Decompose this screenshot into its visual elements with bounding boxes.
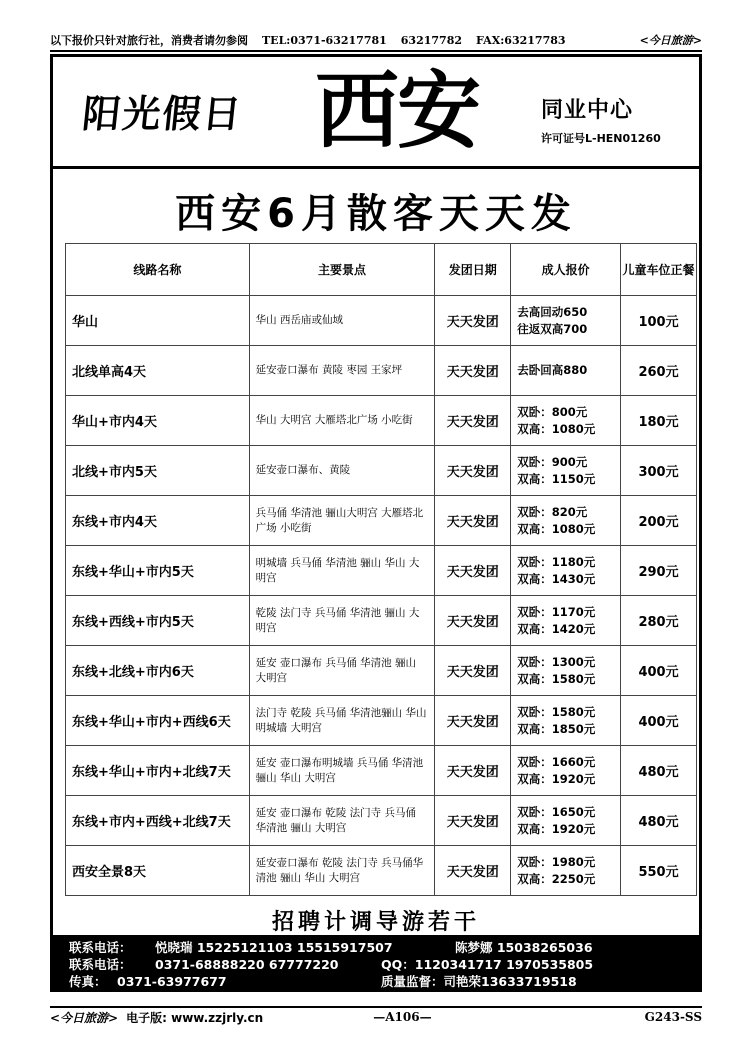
header [53,57,699,169]
route-spots: 兵马俑 华清池 骊山大明宫 大雁塔北广场 小吃街 [249,496,435,546]
route-spots: 延安壶口瀑布 黄陵 枣园 王家坪 [249,346,435,396]
price-line-1: 双卧：1170元 [517,604,596,619]
child-price: 180元 [621,396,697,446]
child-price: 480元 [621,746,697,796]
departure: 天天发团 [435,746,511,796]
table-row [66,796,697,846]
route-spots: 延安壶口瀑布 乾陵 法门寺 兵马俑华清池 骊山 华山 大明宫 [249,846,435,896]
price-line-2: 双高：1920元 [517,771,596,786]
adult-price [511,646,621,696]
top-bar [50,30,702,52]
child-price: 300元 [621,446,697,496]
route-spots: 华山 西岳庙或仙域 [249,296,435,346]
route-name: 东线+华山+市内5天 [66,546,250,596]
footer-site: 电子版: www.zzjrly.cn [126,1010,264,1025]
adult-price [511,496,621,546]
issue-code: G243-SS [644,1010,702,1024]
top-brand: <今日旅游> [639,34,702,47]
departure: 天天发团 [435,696,511,746]
contact-label: 联系电话： [69,940,132,955]
table-row [66,396,697,446]
table-row [66,496,697,546]
adult-price [511,446,621,496]
agency-notice: 以下报价只针对旅行社，消费者请勿参阅 [50,34,248,47]
route-spots: 延安壶口瀑布、黄陵 [249,446,435,496]
price-line-1: 双卧：1660元 [517,754,596,769]
adult-price [511,596,621,646]
table-row [66,646,697,696]
departure: 天天发团 [435,596,511,646]
price-line-1: 双卧：820元 [517,504,588,519]
departure: 天天发团 [435,346,511,396]
adult-price [511,846,621,896]
price-line-2: 双高：1080元 [517,421,596,436]
price-line-2: 双高：1430元 [517,571,596,586]
price-line-2: 双高：1580元 [517,671,596,686]
route-spots: 延安 壶口瀑布 乾陵 法门寺 兵马俑 华清池 骊山 大明宫 [249,796,435,846]
adult-price [511,396,621,446]
contact-landlines: 0371-68888220 67777220 [155,957,339,972]
table-row [66,746,697,796]
route-spots: 延安 壶口瀑布明城墙 兵马俑 华清池 骊山 华山 大明宫 [249,746,435,796]
adult-price [511,696,621,746]
price-line-2: 双高：1420元 [517,621,596,636]
adult-price [511,546,621,596]
route-name: 东线+市内4天 [66,496,250,546]
price-line-1: 双卧：1180元 [517,554,596,569]
contact-label: 联系电话： [69,957,132,972]
route-spots: 华山 大明宫 大雁塔北广场 小吃街 [249,396,435,446]
main-title: 西安6月散客天天发 [175,191,577,237]
child-price: 260元 [621,346,697,396]
contact-box [53,935,699,992]
route-name: 北线+市内5天 [66,446,250,496]
center-title: 同业中心 [541,98,634,123]
fax-number: 0371-63977677 [117,974,227,989]
adult-price [511,346,621,396]
price-line-2: 双高：2250元 [517,871,596,886]
departure: 天天发团 [435,646,511,696]
table-row [66,296,697,346]
departure: 天天发团 [435,396,511,446]
route-spots: 延安 壶口瀑布 兵马俑 华清池 骊山 大明宫 [249,646,435,696]
contact-line-1 [69,939,683,956]
departure: 天天发团 [435,846,511,896]
table-row [66,596,697,646]
top-tel: TEL:0371-63217781 [262,33,387,47]
route-name: 西安全景8天 [66,846,250,896]
col-route: 线路名称 [66,244,250,296]
price-line-2: 双高：1850元 [517,721,596,736]
contact-line-3 [69,973,683,990]
col-child-price: 儿童车位正餐 [621,244,697,296]
recruit-banner: 招聘计调导游若干 [271,910,480,935]
col-spots: 主要景点 [249,244,435,296]
top-tel-2: 63217782 [400,33,463,47]
route-name: 华山 [66,296,250,346]
child-price: 280元 [621,596,697,646]
route-spots: 法门寺 乾陵 兵马俑 华清池骊山 华山 明城墙 大明宫 [249,696,435,746]
route-name: 东线+市内+西线+北线7天 [66,796,250,846]
route-name: 东线+华山+市内+西线6天 [66,696,250,746]
price-line-2: 双高：1150元 [517,471,596,486]
departure: 天天发团 [435,546,511,596]
route-name: 华山+市内4天 [66,396,250,446]
center-block [541,93,661,146]
route-name: 东线+华山+市内+北线7天 [66,746,250,796]
price-line-2: 双高：1920元 [517,821,596,836]
price-table [65,243,697,896]
price-line-1: 双卧：1300元 [517,654,596,669]
child-price: 100元 [621,296,697,346]
child-price: 550元 [621,846,697,896]
price-line-1: 去高回动650 [517,304,588,319]
col-departure: 发团日期 [435,244,511,296]
child-price: 480元 [621,796,697,846]
footer-brand: <今日旅游> [50,1010,119,1025]
price-line-2: 双高：1080元 [517,521,596,536]
table-header-row [66,244,697,296]
route-spots: 明城墙 兵马俑 华清池 骊山 华山 大明宫 [249,546,435,596]
top-fax: FAX:63217783 [476,33,566,47]
route-name: 东线+西线+市内5天 [66,596,250,646]
child-price: 290元 [621,546,697,596]
table-row [66,846,697,896]
route-name: 东线+北线+市内6天 [66,646,250,696]
contact-phones: 悦晓瑞 15225121103 15515917507 [155,940,393,955]
col-adult-price: 成人报价 [511,244,621,296]
price-line-1: 双卧：1580元 [517,704,596,719]
child-price: 200元 [621,496,697,546]
contact-qq: QQ：1120341717 1970535805 [381,957,594,972]
route-name: 北线单高4天 [66,346,250,396]
company-logo: 阳光假日 [80,92,245,136]
price-line-1: 去卧回高880 [517,363,588,377]
contact-line-2 [69,956,683,973]
departure: 天天发团 [435,296,511,346]
price-line-1: 双卧：1650元 [517,804,596,819]
price-line-1: 双卧：900元 [517,454,588,469]
fax-label: 传真： [69,974,107,989]
adult-price [511,746,621,796]
departure: 天天发团 [435,796,511,846]
quality-supervisor: 质量监督：司艳荣13633719518 [381,974,577,989]
child-price: 400元 [621,646,697,696]
table-row [66,696,697,746]
table-row [66,546,697,596]
ad-frame [50,54,702,992]
table-row [66,446,697,496]
page-number: —A106— [373,1010,432,1024]
adult-price [511,296,621,346]
price-line-1: 双卧：1980元 [517,854,596,869]
price-line-2: 往返双高700 [517,321,588,336]
table-row [66,346,697,396]
city-name: 西安 [315,62,480,160]
route-spots: 乾陵 法门寺 兵马俑 华清池 骊山 大明宫 [249,596,435,646]
departure: 天天发团 [435,446,511,496]
child-price: 400元 [621,696,697,746]
contact-phone-2: 陈梦娜 15038265036 [455,940,593,955]
adult-price [511,796,621,846]
footer [50,1006,702,1026]
price-line-1: 双卧：800元 [517,404,588,419]
departure: 天天发团 [435,496,511,546]
license-number: 许可证号L-HEN01260 [541,132,661,145]
